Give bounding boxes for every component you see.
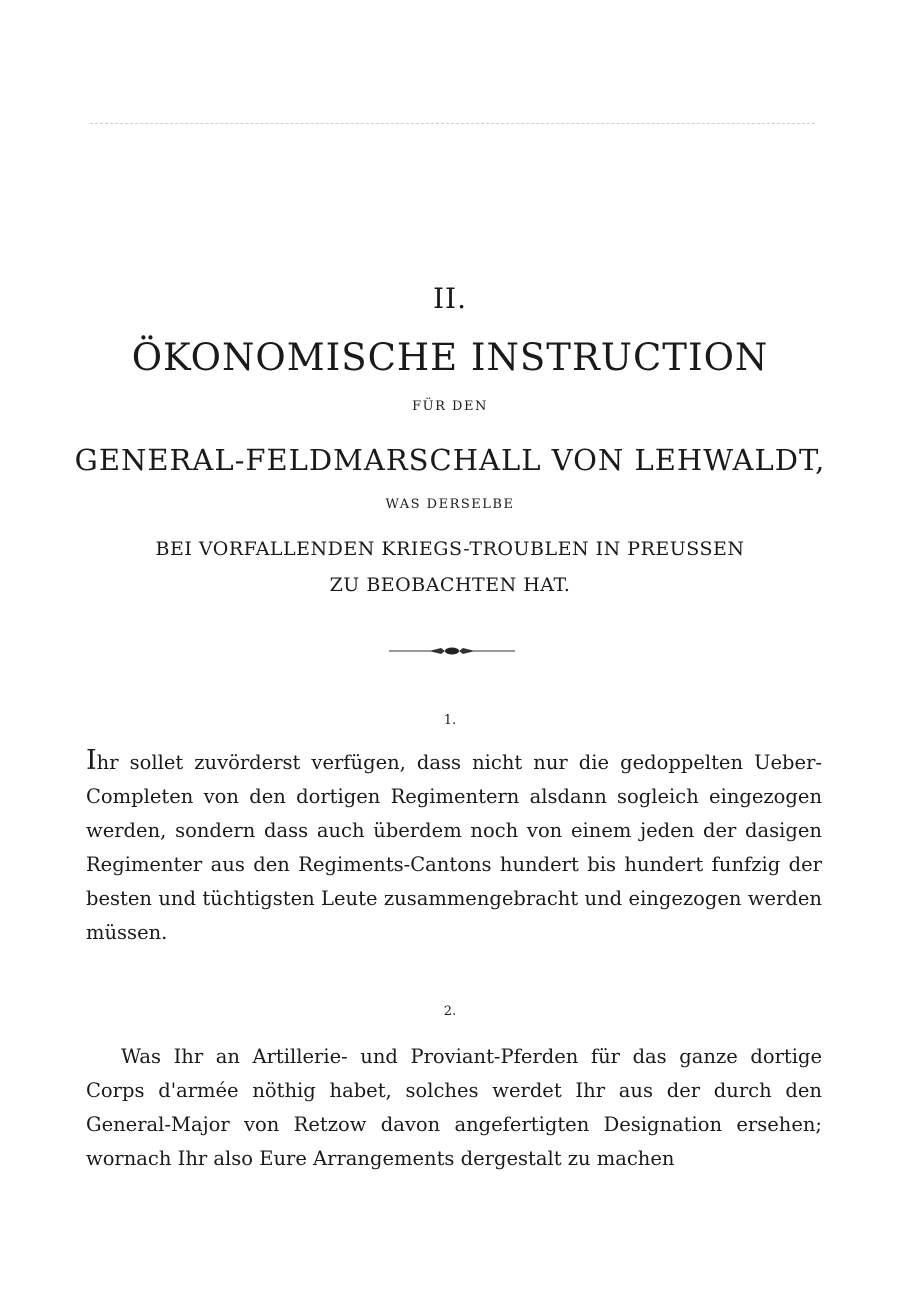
section-number: 1. — [443, 713, 457, 728]
recipient-heading: GENERAL-FELDMARSCHALL VON LEHWALDT, — [74, 443, 826, 477]
subtitle-line-2: ZU BEOBACHTEN HAT. — [329, 574, 571, 596]
ornament-divider-icon — [389, 643, 515, 659]
paragraph: Was Ihr an Artillerie- und Proviant-Pferden für das ganze dortige Corps d'armée nöthig habet, solches werdet Ihr aus der durch den General-Major von Retzow davon angefertigten Designation ersehen; wornach Ihr also Eure Arrangements dergestalt zu machen — [86, 1045, 822, 1170]
page-title: ÖKONOMISCHE INSTRUCTION — [131, 336, 769, 379]
paragraph-text: hr sollet zuvörderst verfügen, dass nicht nur die gedoppelten Ueber-Completen von den dortigen Regimentern alsdann sogleich eingezogen werden, sondern dass auch überdem noch von einem jeden der dasigen Regimenter aus den Regiments-Cantons hundert bis hundert funfzig der besten und tüchtigsten Leute zusammengebracht und eingezogen werden müssen. — [86, 751, 822, 944]
title-connector: FÜR DEN — [412, 399, 488, 414]
subtitle-line-1: BEI VORFALLENDEN KRIEGS-TROUBLEN IN PREUSSEN — [155, 538, 745, 560]
title-connector-2: WAS DERSELBE — [385, 497, 515, 512]
section-number: 2. — [443, 1004, 457, 1019]
initial-letter: I — [86, 745, 97, 776]
top-rule — [90, 123, 815, 124]
paragraph — [86, 746, 822, 950]
chapter-numeral: II. — [432, 282, 468, 315]
